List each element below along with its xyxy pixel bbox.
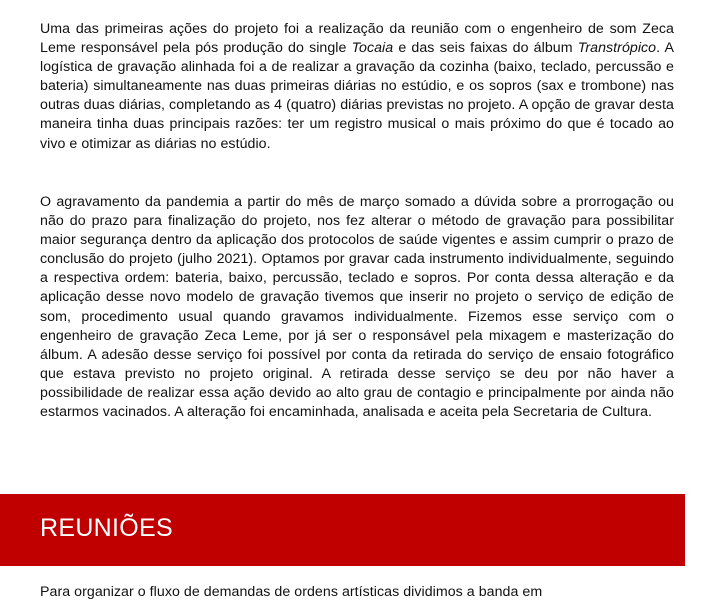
p1-text-middle: e das seis faixas do álbum (393, 40, 578, 57)
single-title-tocaia: Tocaia (351, 40, 394, 57)
p1-text-start: Uma das primeiras ações do projeto foi a realização da reunião com o engenheiro de som Zeca Leme responsável pela pós produção do single (40, 21, 674, 57)
album-title-transtropico: Transtrópico (577, 40, 657, 57)
p1-text-end: . A logística de gravação alinhada foi a de realizar a gravação da cozinha (baixo, teclado, percussão e bateria) simultaneamente nas duas primeiras diárias no estúdio, e os sopros (sax e trombone) nas outras duas diárias, completando as 4 (quatro) diárias previstas no projeto. A opção de gravar desta maneira tinha duas principais razões: ter um registro musical o mais próximo do que é tocado ao vivo e otimizar as diárias no estúdio. (40, 40, 674, 152)
paragraph-meetings: Para organizar o fluxo de demandas de ordens artísticas dividimos a banda em (40, 584, 543, 600)
paragraph-recording-plan (40, 20, 674, 154)
paragraph-pandemic-changes: O agravamento da pandemia a partir do mês de março somado a dúvida sobre a prorrogação ou não do prazo para finalização do projeto, nos fez alterar o método de gravação para possibilitar maior segurança dentro da aplicação dos protocolos de saúde vigentes e assim cumprir o prazo de conclusão do projeto (julho 2021). Optamos por gravar cada instrumento individualmente, seguindo a respectiva ordem: bateria, baixo, percussão, teclado e sopros. Por conta dessa alteração e da aplicação desse novo modelo de gravação tivemos que inserir no projeto o serviço de edição de som, procedimento usual quando gravamos individualmente. Fizemos esse serviço com o engenheiro de gravação Zeca Leme, por já ser o responsável pela mixagem e masterização do álbum. A adesão desse serviço foi possível por conta da retirada do serviço de ensaio fotográfico que estava previsto no projeto original. A retirada desse serviço se deu por não haver a possibilidade de realizar essa ação devido ao alto grau de contagio e principalmente por ainda não estarmos vacinados. A alteração foi encaminhada, analisada e aceita pela Secretaria de Cultura. (40, 194, 674, 421)
section-banner (0, 494, 685, 566)
section-title: REUNIÕES (40, 514, 173, 542)
